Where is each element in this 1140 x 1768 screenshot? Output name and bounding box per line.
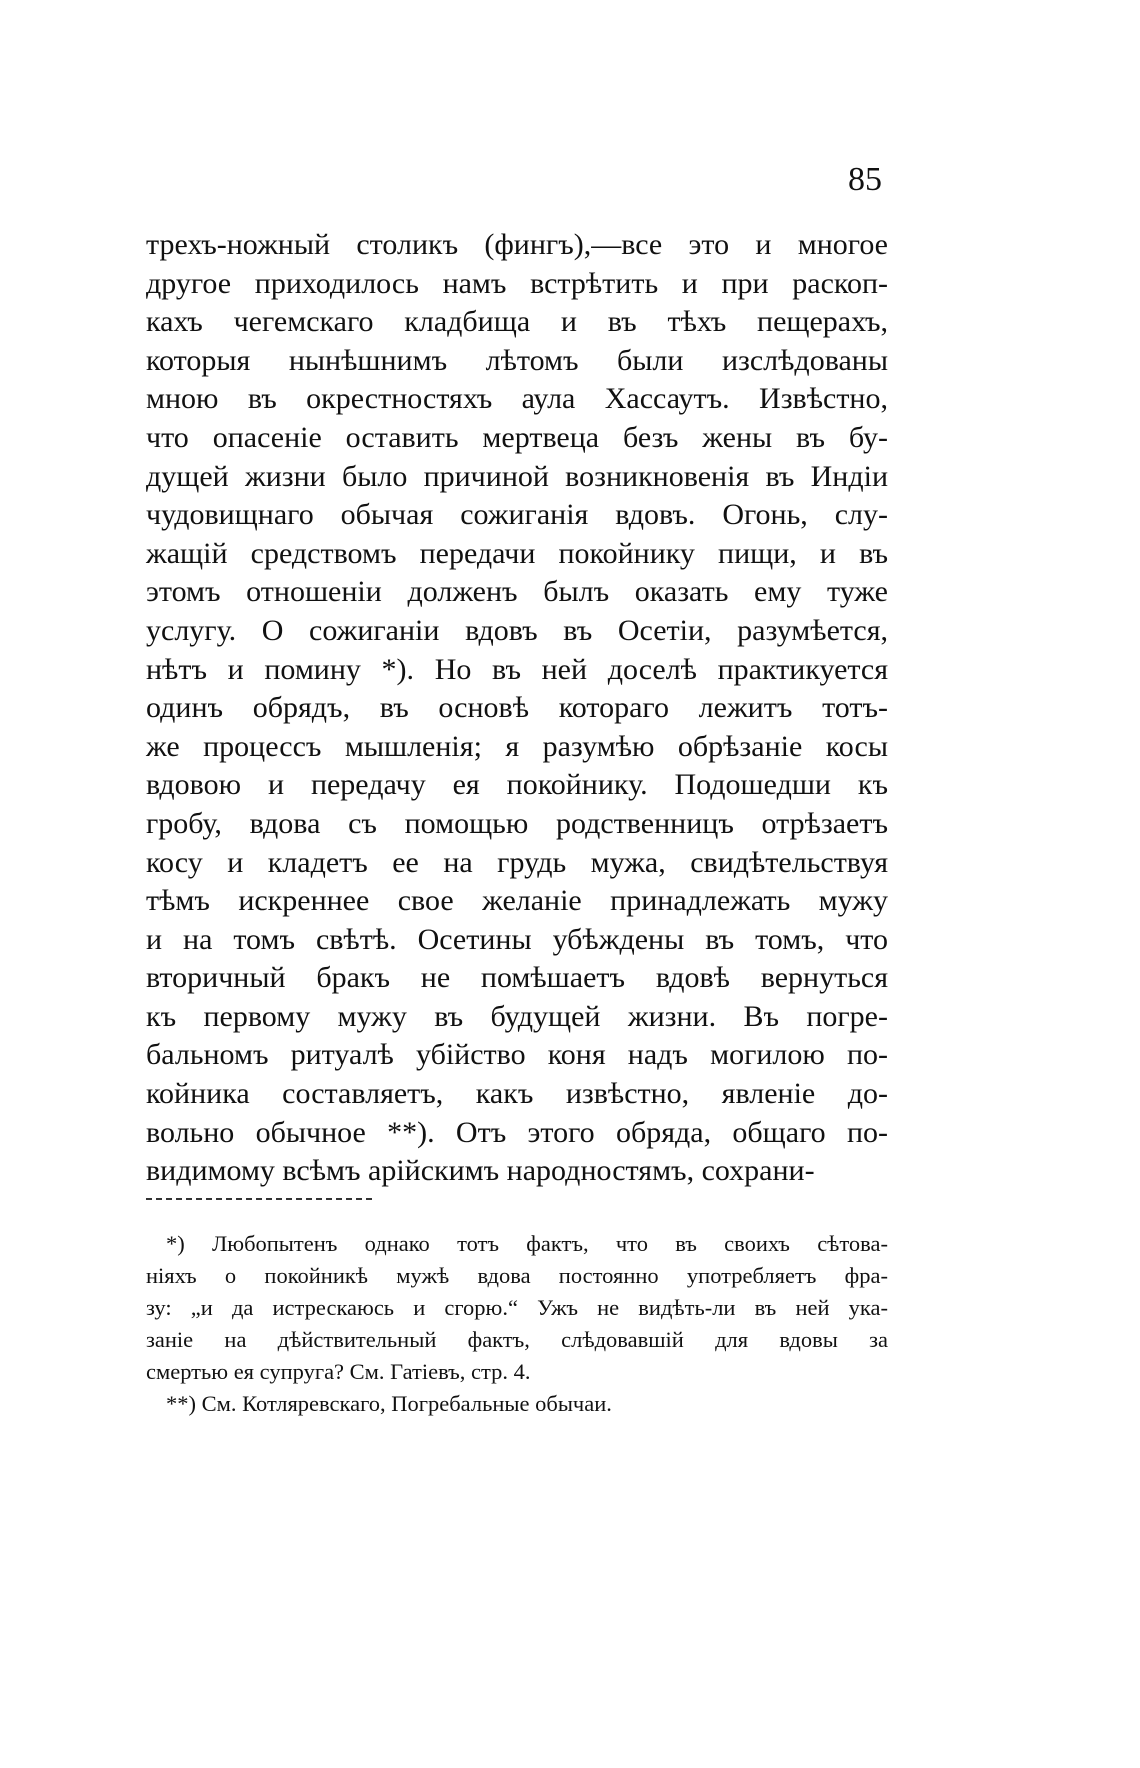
text-line: нѣтъ и помину *). Но въ ней доселѣ практикуется xyxy=(146,652,888,686)
text-line: которыя нынѣшнимъ лѣтомъ были изслѣдованы xyxy=(146,343,888,377)
footnote-rule xyxy=(146,1198,372,1200)
main-text xyxy=(146,226,888,1191)
text-line: видимому всѣмъ арійскимъ народностямъ, сохрани- xyxy=(146,1154,815,1188)
footnote-2: **) См. Котляревскаго, Погребальные обычаи. xyxy=(166,1391,612,1416)
text-line: койника составляетъ, какъ извѣстно, явленіе до- xyxy=(146,1077,888,1111)
text-line: дущей жизни было причиной возникновенія въ Индіи xyxy=(146,459,888,493)
text-line: тѣмъ искреннее свое желаніе принадлежать мужу xyxy=(146,884,888,918)
text-line: вторичный бракъ не помѣшаетъ вдовѣ вернуться xyxy=(146,961,888,995)
text-line: бальномъ ритуалѣ убійство коня надъ могилою по- xyxy=(146,1038,888,1072)
text-line: одинъ обрядъ, въ основѣ котораго лежитъ тотъ- xyxy=(146,691,888,725)
text-line: косу и кладетъ ее на грудь мужа, свидѣтельствуя xyxy=(146,845,888,879)
text-line: къ первому мужу въ будущей жизни. Въ погре- xyxy=(146,999,888,1033)
footnotes xyxy=(146,1228,888,1420)
text-line: мною въ окрестностяхъ аула Хассаутъ. Извѣстно, xyxy=(146,382,888,416)
text-line: же процессъ мышленія; я разумѣю обрѣзаніе косы xyxy=(146,729,888,763)
footnote-1-line: заніе на дѣйствительный фактъ, слѣдовавшій для вдовы за xyxy=(146,1327,888,1352)
text-line: вольно обычное **). Отъ этого обряда, общаго по- xyxy=(146,1115,888,1149)
footnote-1-line: ніяхъ о покойникѣ мужѣ вдова постоянно употребляетъ фра- xyxy=(146,1263,888,1288)
footnote-1-line: *) Любопытенъ однако тотъ фактъ, что въ своихъ сѣтова- xyxy=(166,1231,888,1256)
footnote-1-line: зу: „и да истрескаюсь и сгорю.“ Ужъ не видѣть-ли въ ней ука- xyxy=(146,1295,888,1320)
page-number: 85 xyxy=(848,161,882,198)
text-line: что опасеніе оставить мертвеца безъ жены въ бу- xyxy=(146,420,888,454)
text-line: гробу, вдова съ помощью родственницъ отрѣзаетъ xyxy=(146,806,888,840)
footnote-1-line: смертью ея супруга? См. Гатіевъ, стр. 4. xyxy=(146,1359,531,1384)
text-line: и на томъ свѣтѣ. Осетины убѣждены въ томъ, что xyxy=(146,922,888,956)
text-line: этомъ отношеніи долженъ былъ оказать ему туже xyxy=(146,575,888,609)
text-line: кахъ чегемскаго кладбища и въ тѣхъ пещерахъ, xyxy=(146,305,888,339)
text-line: вдовою и передачу ея покойнику. Подошедши къ xyxy=(146,768,888,802)
text-line: жащій средствомъ передачи покойнику пищи, и въ xyxy=(146,536,888,570)
text-line: услугу. О сожиганіи вдовъ въ Осетіи, разумѣется, xyxy=(146,613,888,647)
text-line: другое приходилось намъ встрѣтить и при раскоп- xyxy=(146,266,888,300)
text-line: чудовищнаго обычая сожиганія вдовъ. Огонь, слу- xyxy=(146,498,888,532)
text-line: трехъ-ножный столикъ (фингъ),—все это и многое xyxy=(146,228,888,261)
